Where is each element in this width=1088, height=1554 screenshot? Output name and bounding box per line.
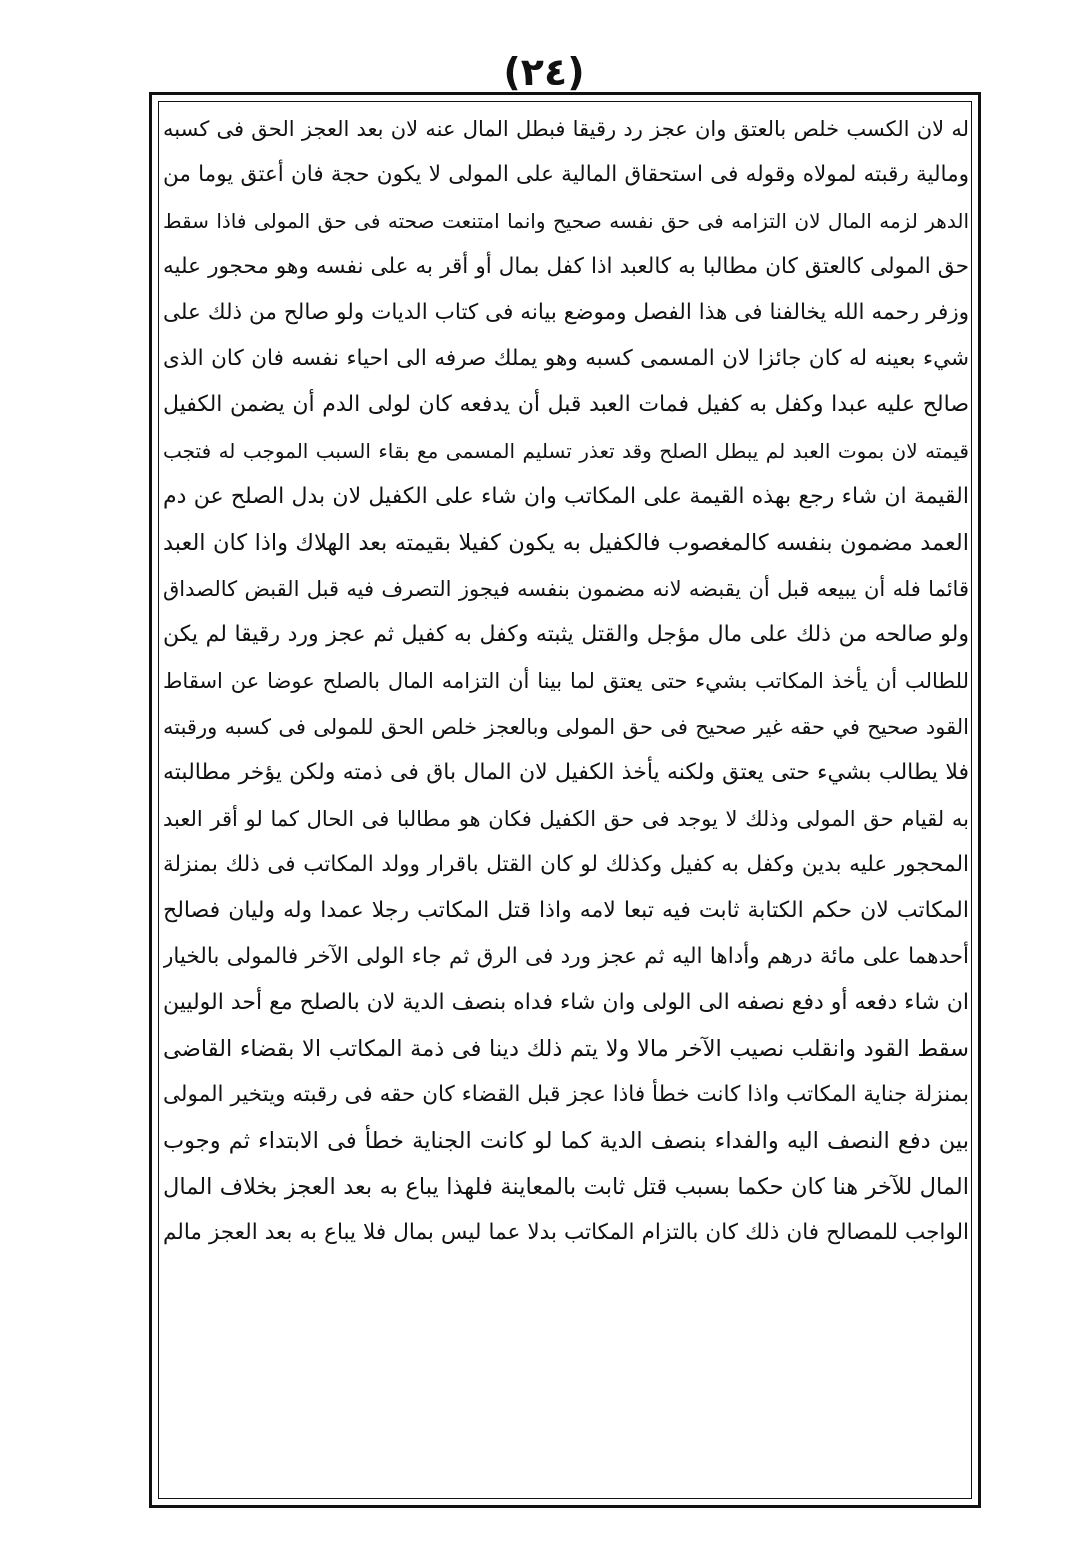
text-line: حق المولى كالعتق كان مطالبا به كالعبد اذا كفل بمال أو أقر به على نفسه وهو محجور عليه — [163, 254, 969, 279]
text-line: له لان الكسب خلص بالعتق وان عجز رد رقيقا فبطل المال عنه لان بعد العجز الحق فى كسبه — [163, 117, 969, 141]
text-line: بين دفع النصف اليه والفداء بنصف الدية كما لو كانت الجناية خطأ فى الابتداء ثم وجوب — [163, 1128, 969, 1154]
text-line: أحدهما على مائة درهم وأداها اليه ثم عجز ورد فى الرق ثم جاء الولى الآخر فالمولى بالخيار — [163, 944, 969, 969]
text-line: القود صحيح في حقه غير صحيح فى حق المولى وبالعجز خلص الحق للمولى فى كسبه ورقبته — [163, 715, 969, 739]
text-body — [163, 106, 969, 1502]
text-line: المال للآخر هنا كان حكما بسبب قتل ثابت بالمعاينة فلهذا يباع به بعد العجز بخلاف المال — [163, 1174, 969, 1200]
text-line: المكاتب لان حكم الكتابة ثابت فيه تبعا لامه واذا قتل المكاتب رجلا عمدا وله وليان فصالح — [163, 898, 969, 923]
text-line: قائما فله أن يبيعه قبل أن يقبضه لانه مضمون بنفسه فيجوز التصرف فيه قبل القبض كالصداق — [163, 577, 969, 601]
text-line: به لقيام حق المولى وذلك لا يوجد فى حق الكفيل فكان هو مطالبا فى الحال كما لو أقر العبد — [163, 807, 969, 831]
text-line: المحجور عليه بدين وكفل به كفيل وكذلك لو كان القتل باقرار وولد المكاتب فى ذلك بمنزلة — [163, 852, 969, 877]
text-line: وزفر رحمه الله يخالفنا فى هذا الفصل وموضع بيانه فى كتاب الديات ولو صالح من ذلك على — [163, 300, 969, 325]
text-line: العمد مضمون بنفسه كالمغصوب فالكفيل به يكون كفيلا بقيمته بعد الهلاك واذا كان العبد — [163, 530, 969, 556]
text-line: سقط القود وانقلب نصيب الآخر مالا ولا يتم ذلك دينا فى ذمة المكاتب الا بقضاء القاضى — [163, 1036, 969, 1062]
text-line: ولو صالحه من ذلك على مال مؤجل والقتل يثبته وكفل به كفيل ثم عجز ورد رقيقا لم يكن — [163, 622, 969, 647]
text-line: الواجب للمصالح فان ذلك كان بالتزام المكاتب بدلا عما ليس بمال فلا يباع به بعد العجز مالم — [163, 1220, 969, 1245]
text-line: القيمة ان شاء رجع بهذه القيمة على المكاتب وان شاء على الكفيل لان بدل الصلح عن دم — [163, 484, 969, 509]
text-line: صالح عليه عبدا وكفل به كفيل فمات العبد قبل أن يدفعه كان لولى الدم أن يضمن الكفيل — [163, 392, 969, 417]
text-line: الدهر لزمه المال لان التزامه فى حق نفسه صحيح وانما امتنعت صحته فى حق المولى فاذا سقط — [163, 209, 969, 233]
text-line: قيمته لان بموت العبد لم يبطل الصلح وقد تعذر تسليم المسمى مع بقاء السبب الموجب له فتجب — [163, 439, 969, 463]
text-line: للطالب أن يأخذ المكاتب بشيء حتى يعتق لما بينا أن التزامه المال بالصلح عوضا عن اسقاط — [163, 669, 969, 693]
text-line: شيء بعينه له كان جائزا لان المسمى كسبه وهو يملك صرفه الى احياء نفسه فان كان الذى — [163, 346, 969, 371]
page-number: (٢٤) — [503, 50, 585, 94]
text-line: فلا يطالب بشيء حتى يعتق ولكنه يأخذ الكفيل لان المال باق فى ذمته ولكن يؤخر مطالبته — [163, 760, 969, 785]
text-line: ان شاء دفعه أو دفع نصفه الى الولى وان شاء فداه بنصف الدية لان بالصلح مع أحد الوليين — [163, 990, 969, 1015]
text-line: ومالية رقبته لمولاه وقوله فى استحقاق المالية على المولى لا يكون حجة فان أعتق يوما من — [163, 162, 969, 187]
text-line: بمنزلة جناية المكاتب واذا كانت خطأ فاذا عجز قبل القضاء كان حقه فى رقبته ويتخير المولى — [163, 1082, 969, 1107]
